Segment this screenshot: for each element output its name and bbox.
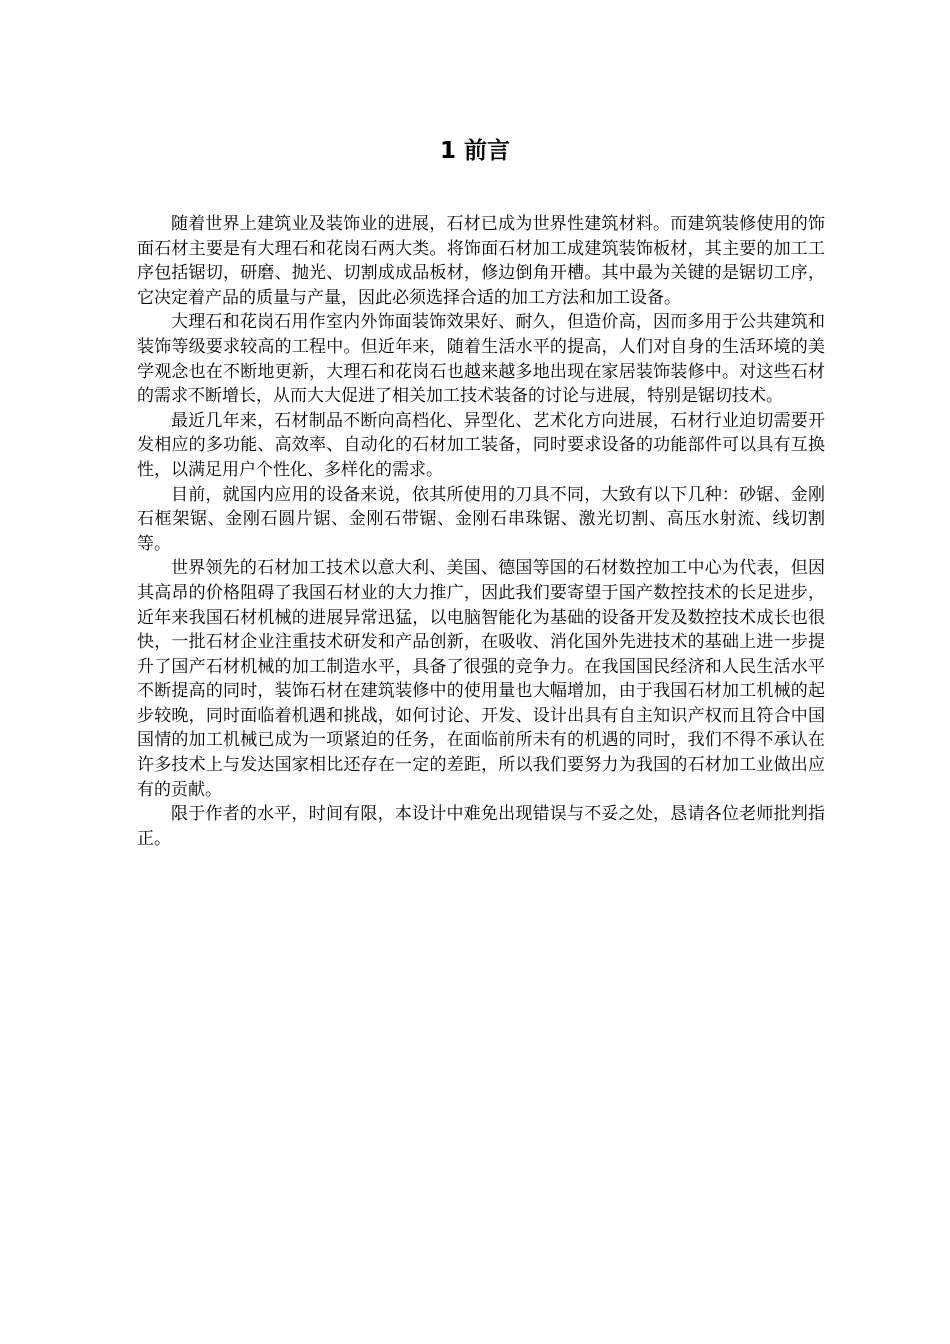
paragraph: 大理石和花岗石用作室内外饰面装饰效果好、耐久，但造价高，因而多用于公共建筑和装饰等级要求较高的工程中。但近年来，随着生活水平的提高，人们对自身的生活环境的美学观念也在不断地更新，大理石和花岗石也越来越多地出现在家居装饰装修中。对这些石材的需求不断增长，从而大大促进了相关加工技术装备的讨论与进展，特别是锯切技术。 [137,312,825,407]
section-title: 1 前言 [439,138,510,164]
paragraph: 世界领先的石材加工技术以意大利、美国、德国等国的石材数控加工中心为代表，但因其高昂的价格阻碍了我国石材业的大力推广，因此我们要寄望于国产数控技术的长足进步，近年来我国石材机械的进展异常迅猛，以电脑智能化为基础的设备开发及数控技术成长也很快，一批石材企业注重技术研发和产品创新，在吸收、消化国外先进技术的基础上进一步提升了国产石材机械的加工制造水平，具备了很强的竞争力。在我国国民经济和人民生活水平不断提高的同时，装饰石材在建筑装修中的使用量也大幅增加，由于我国石材加工机械的起步较晚，同时面临着机遇和挑战，如何讨论、开发、设计出具有自主知识产权而且符合中国国情的加工机械已成为一项紧迫的任务，在面临前所未有的机遇的同时，我们不得不承认在许多技术上与发达国家相比还存在一定的差距，所以我们要努力为我国的石材加工业做出应有的贡献。 [137,558,825,800]
paragraph: 随着世界上建筑业及装饰业的进展，石材已成为世界性建筑材料。而建筑装修使用的饰面石材主要是有大理石和花岗石两大类。将饰面石材加工成建筑装饰板材，其主要的加工工序包括锯切，研磨、抛光、切割成成品板材，修边倒角开槽。其中最为关键的是锯切工序，它决定着产品的质量与产量，因此必须选择合适的加工方法和加工设备。 [137,214,825,308]
paragraph: 最近几年来，石材制品不断向高档化、异型化、艺术化方向进展，石材行业迫切需要开发相应的多功能、高效率、自动化的石材加工装备，同时要求设备的功能部件可以具有互换性，以满足用户个性化、多样化的需求。 [137,410,825,480]
body-text [137,212,825,851]
paragraph: 限于作者的水平，时间有限，本设计中难免出现错误与不妥之处，恳请各位老师批判指正。 [137,804,825,849]
paragraph: 目前，就国内应用的设备来说，依其所使用的刀具不同，大致有以下几种：砂锯、金刚石框架锯、金刚石圆片锯、金刚石带锯、金刚石串珠锯、激光切割、高压水射流、线切割等。 [137,484,825,554]
